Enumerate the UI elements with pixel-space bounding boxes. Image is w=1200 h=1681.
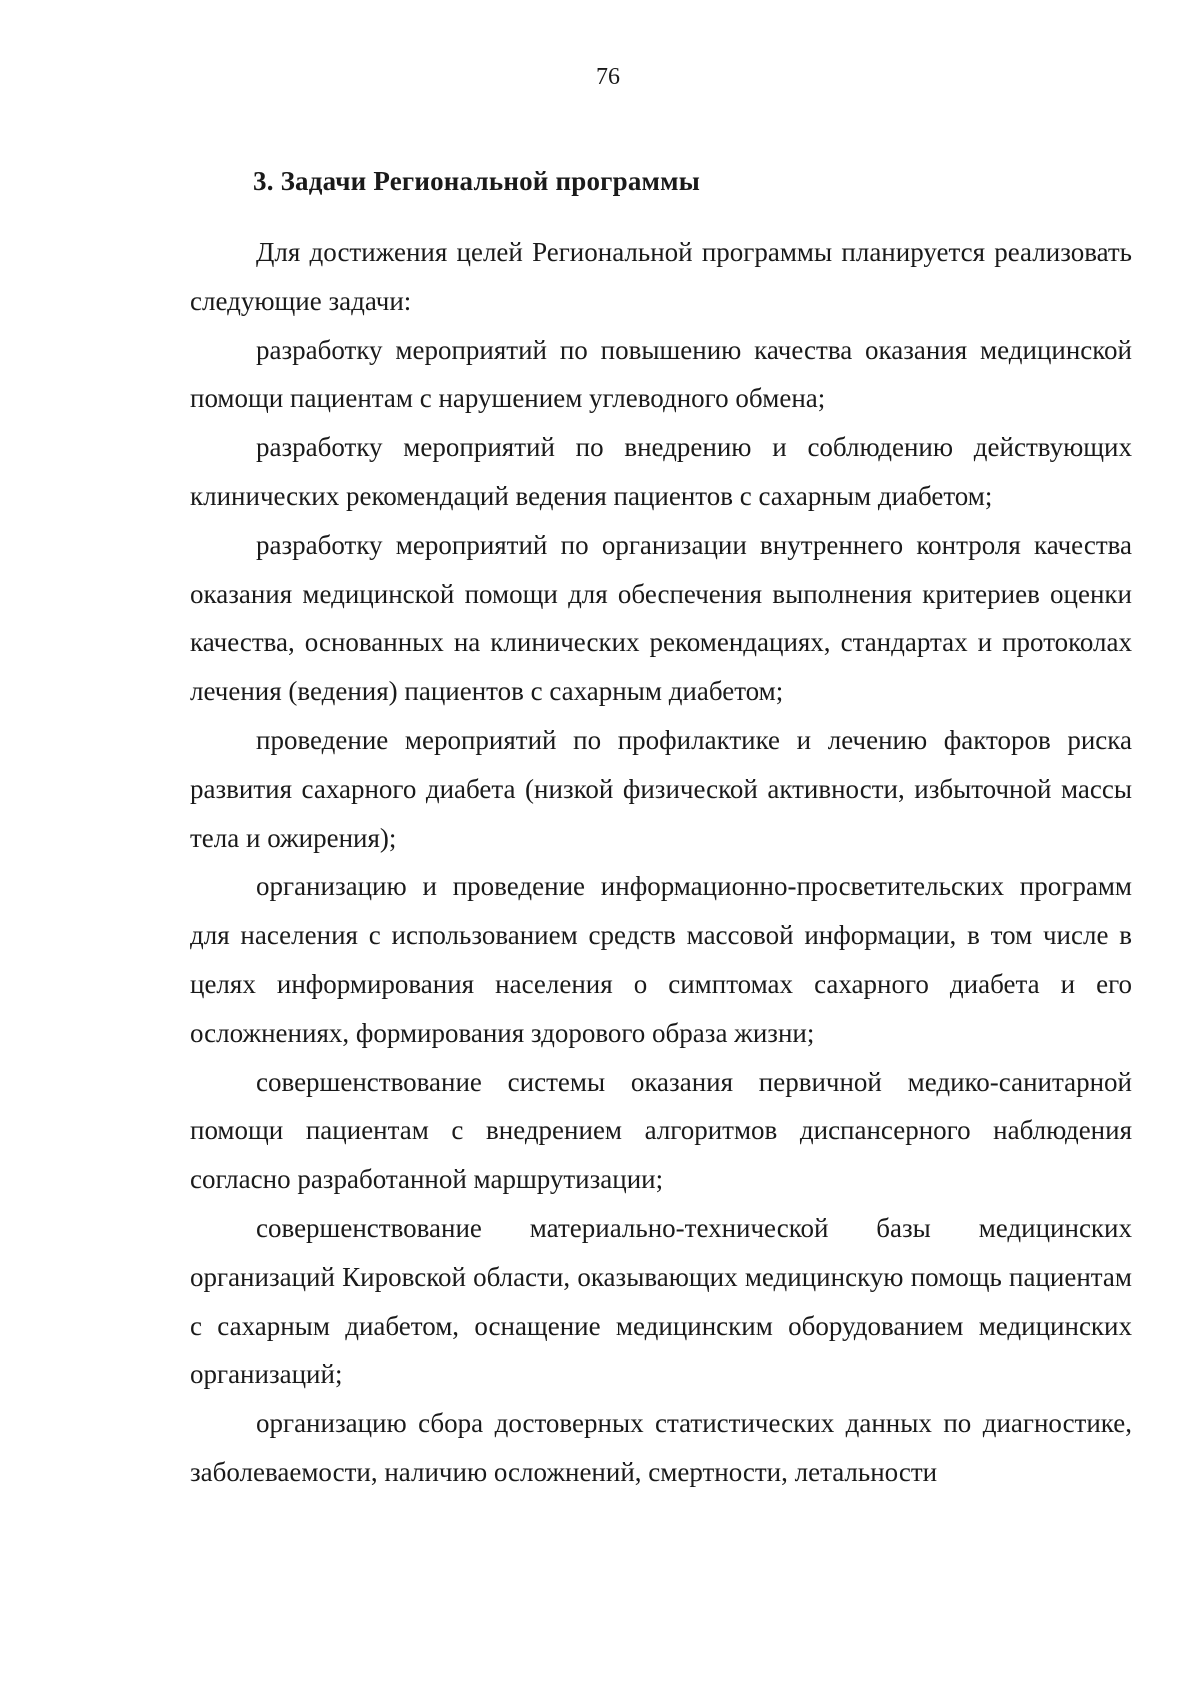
section-body <box>190 228 1132 1497</box>
paragraph-task-prevention: проведение мероприятий по профилактике и лечению факторов риска развития сахарного диабета (низкой физической активности, избыточной массы тела и ожирения); <box>190 724 1132 853</box>
paragraph-intro: Для достижения целей Региональной программы планируется реализовать следующие задачи: <box>190 237 1132 316</box>
paragraph-task-primary-care: совершенствование системы оказания первичной медико-санитарной помощи пациентам с внедрением алгоритмов диспансерного наблюдения согласно разработанной маршрутизации; <box>190 1066 1132 1195</box>
paragraph-task-guidelines: разработку мероприятий по внедрению и соблюдению действующих клинических рекомендаций ведения пациентов с сахарным диабетом; <box>190 432 1132 511</box>
paragraph-task-equipment: совершенствование материально-технической базы медицинских организаций Кировской области, оказывающих медицинскую помощь пациентам с сахарным диабетом, оснащение медицинским оборудованием медицинских организаций; <box>190 1212 1132 1390</box>
page-number: 76 <box>596 64 620 90</box>
paragraph-task-statistics: организацию сбора достоверных статистических данных по диагностике, заболеваемости, наличию осложнений, смертности, летальности <box>190 1408 1132 1487</box>
section-heading: 3. Задачи Региональной программы <box>253 166 700 196</box>
paragraph-task-information: организацию и проведение информационно-просветительских программ для населения с использованием средств массовой информации, в том числе в целях информирования населения о симптомах сахарного диабета и его осложнениях, формирования здорового образа жизни; <box>190 871 1132 1048</box>
paragraph-task-quality: разработку мероприятий по повышению качества оказания медицинской помощи пациентам с нарушением углеводного обмена; <box>190 334 1132 414</box>
paragraph-task-internal-control: разработку мероприятий по организации внутреннего контроля качества оказания медицинской помощи для обеспечения выполнения критериев оценки качества, основанных на клинических рекомендациях, стандартах и протоколах лечения (ведения) пациентов с сахарным диабетом; <box>190 529 1132 707</box>
